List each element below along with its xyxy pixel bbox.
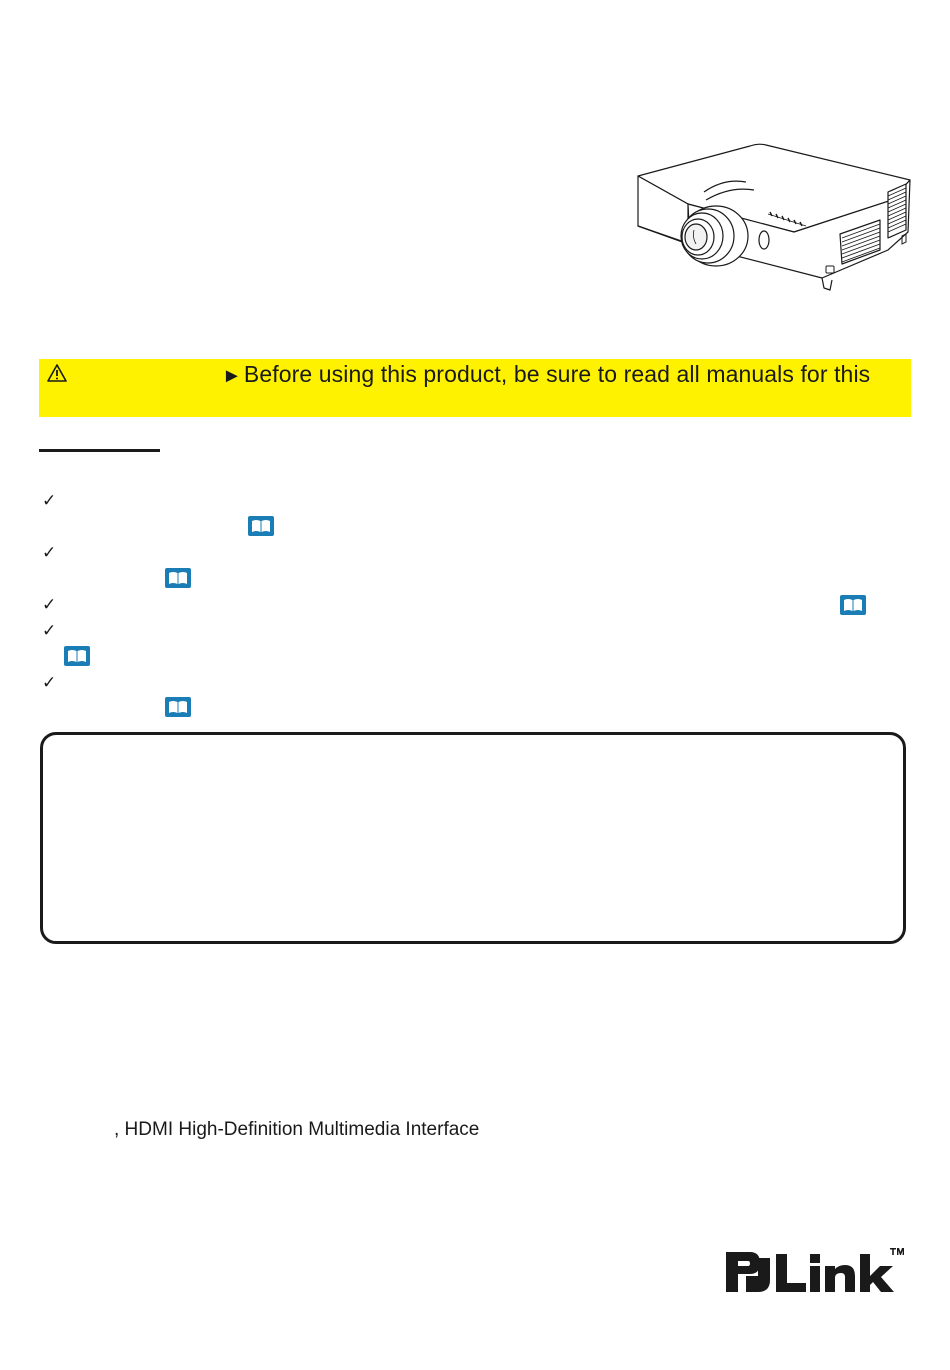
- notice-box: [40, 732, 906, 944]
- section-heading-rule: [39, 449, 160, 452]
- manual-reference-book-icon[interactable]: [64, 646, 90, 666]
- manual-reference-book-icon[interactable]: [248, 516, 274, 536]
- checklist-mark: ✓: [42, 621, 57, 640]
- manual-reference-book-icon[interactable]: [840, 595, 866, 615]
- checklist-mark: ✓: [42, 491, 57, 510]
- checklist-mark: ✓: [42, 595, 57, 614]
- warning-message: Before using this product, be sure to read all manuals for this: [243, 361, 871, 387]
- warning-banner: [39, 359, 911, 417]
- pjlink-logo: [724, 1246, 904, 1294]
- trademark-notice: , HDMI High-Definition Multimedia Interface: [114, 1119, 480, 1140]
- projector-illustration: [634, 140, 916, 292]
- warning-text-line: [222, 361, 870, 388]
- checklist-mark: ✓: [42, 673, 57, 692]
- warning-triangle-icon: [46, 363, 68, 383]
- manual-reference-book-icon[interactable]: [165, 568, 191, 588]
- checklist-mark: ✓: [42, 543, 57, 562]
- manual-reference-book-icon[interactable]: [165, 697, 191, 717]
- play-arrow-icon: ►: [222, 365, 242, 387]
